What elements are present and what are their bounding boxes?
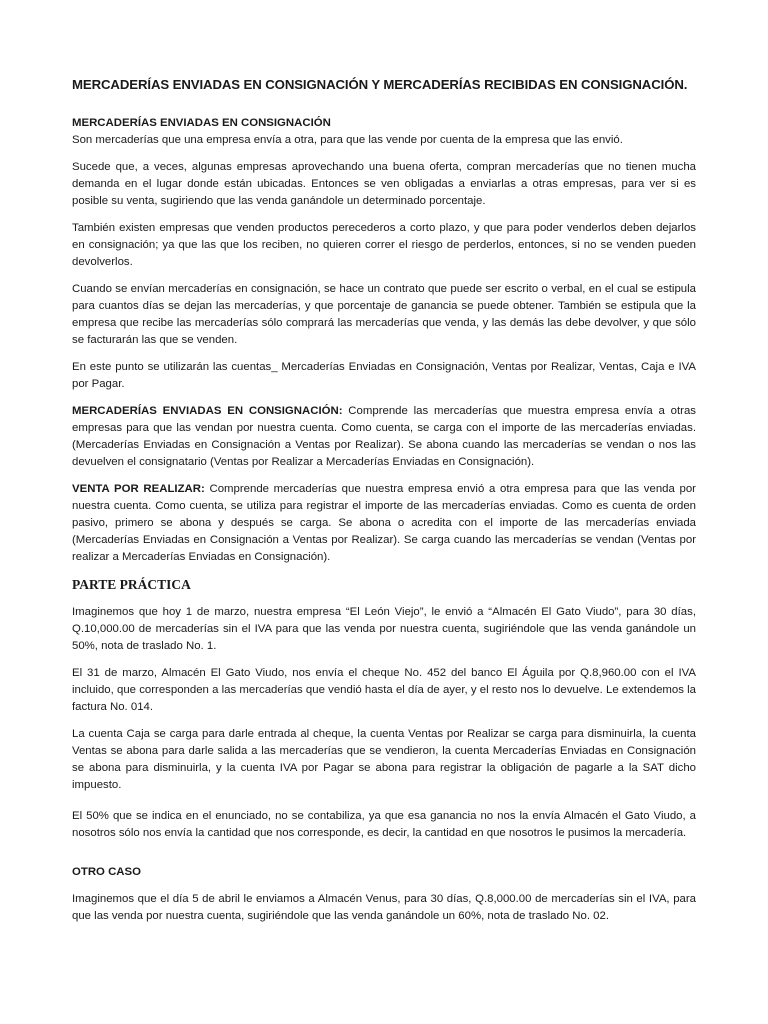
section-heading-parte-practica: PARTE PRÁCTICA	[72, 577, 191, 592]
definition-venta-por-realizar	[72, 481, 696, 566]
paragraph-1: Sucede que, a veces, algunas empresas aprovechando una buena oferta, compran mercaderías que no tienen mucha demanda en el lugar donde están ubicadas. Entonces se ven obligadas a enviarlas a otras empresas, para ver si es posible su venta, sugiriendo que las venda ganándole un determinado porcentaje.	[72, 161, 696, 207]
paragraph-3: Cuando se envían mercaderías en consignación, se hace un contrato que puede ser escrito o verbal, en el cual se estipula para cuantos días se dejan las mercaderías, y que porcentaje de ganancia se puede obtener. También se estipula que la empresa que recibe las mercaderías sólo comprará las mercaderías que venda, y las demás las debe devolver, y que sólo se facturarán las que se venden.	[72, 283, 696, 346]
otro-paragraph-1: Imaginemos que el día 5 de abril le enviamos a Almacén Venus, para 30 días, Q.8,000.00 de mercaderías sin el IVA, para que las venda por nuestra cuenta, sugiriéndole que las venda ganándole un 60%, nota de traslado No. 02.	[72, 893, 696, 922]
paragraph-4: En este punto se utilizarán las cuentas_ Mercaderías Enviadas en Consignación, Ventas por Realizar, Ventas, Caja e IVA por Pagar.	[72, 361, 696, 390]
definition-mercaderias-enviadas	[72, 403, 696, 471]
practica-paragraph-1: Imaginemos que hoy 1 de marzo, nuestra empresa “El León Viejo”, le envió a “Almacén El Gato Viudo”, para 30 días, Q.10,000.00 de mercaderías sin el IVA para que las venda por nuestra cuenta, sugiriéndole que las venda ganándole un 50%, nota de traslado No. 1.	[72, 606, 696, 652]
practica-paragraph-2: El 31 de marzo, Almacén El Gato Viudo, nos envía el cheque No. 452 del banco El Águila por Q.8,960.00 con el IVA incluido, que corresponden a las mercaderías que vendió hasta el día de ayer, y el resto nos lo devuelve. Le extendemos la factura No. 014.	[72, 667, 696, 713]
paragraph-intro: Son mercaderías que una empresa envía a otra, para que las vende por cuenta de la empresa que las envió.	[72, 134, 623, 146]
definition-term: VENTA POR REALIZAR:	[72, 483, 205, 495]
definition-term: MERCADERÍAS ENVIADAS EN CONSIGNACIÓN:	[72, 405, 343, 417]
section-heading-enviadas: MERCADERÍAS ENVIADAS EN CONSIGNACIÓN	[72, 117, 331, 129]
practica-paragraph-3: La cuenta Caja se carga para darle entrada al cheque, la cuenta Ventas por Realizar se carga para disminuirla, la cuenta Ventas se abona para darle salida a las mercaderías que se vendieron, la cuenta Mercaderías Enviadas en Consignación se abona para disminuirla, y la cuenta IVA por Pagar se abona para registrar la obligación de pagarle a la SAT dicho impuesto.	[72, 728, 696, 791]
practica-paragraph-4: El 50% que se indica en el enunciado, no se contabiliza, ya que esa ganancia no nos la envía Almacén el Gato Viudo, a nosotros sólo nos envía la cantidad que nos corresponde, es decir, la cantidad en que nosotros le pusimos la mercadería.	[72, 810, 696, 839]
definition-text: Comprende mercaderías que nuestra empresa envió a otra empresa para que las venda por nuestra cuenta. Como cuenta, se utiliza para registrar el importe de las mercaderías enviadas. Como es cuenta de orden pasivo, primero se abona y después se carga. Se abona o acredita con el importe de las mercaderías enviada (Mercaderías Enviadas en Consignación a Ventas por Realizar). Se carga cuando las mercaderías se vendan (Ventas por realizar a Mercaderías Enviadas en Consignación).	[72, 483, 696, 563]
page-title: MERCADERÍAS ENVIADAS EN CONSIGNACIÓN Y MERCADERÍAS RECIBIDAS EN CONSIGNACIÓN.	[72, 77, 688, 92]
paragraph-2: También existen empresas que venden productos perecederos a corto plazo, y que para poder venderlos deben dejarlos en consignación; ya que las que los reciben, no quieren correr el riesgo de perderlos, entonces, si no se venden pueden devolverlos.	[72, 222, 696, 268]
definition-text: Comprende las mercaderías que muestra empresa envía a otras empresas para que las vendan por nuestra cuenta. Como cuenta, se carga con el importe de las mercaderías enviadas. (Mercaderías Enviadas en Consignación a Ventas por Realizar). Se abona cuando las mercaderías se vendan o nos las devuelven el consignatario (Ventas por Realizar a Mercaderías Enviadas en Consignación).	[72, 405, 696, 468]
section-heading-otro-caso: OTRO CASO	[72, 866, 141, 878]
